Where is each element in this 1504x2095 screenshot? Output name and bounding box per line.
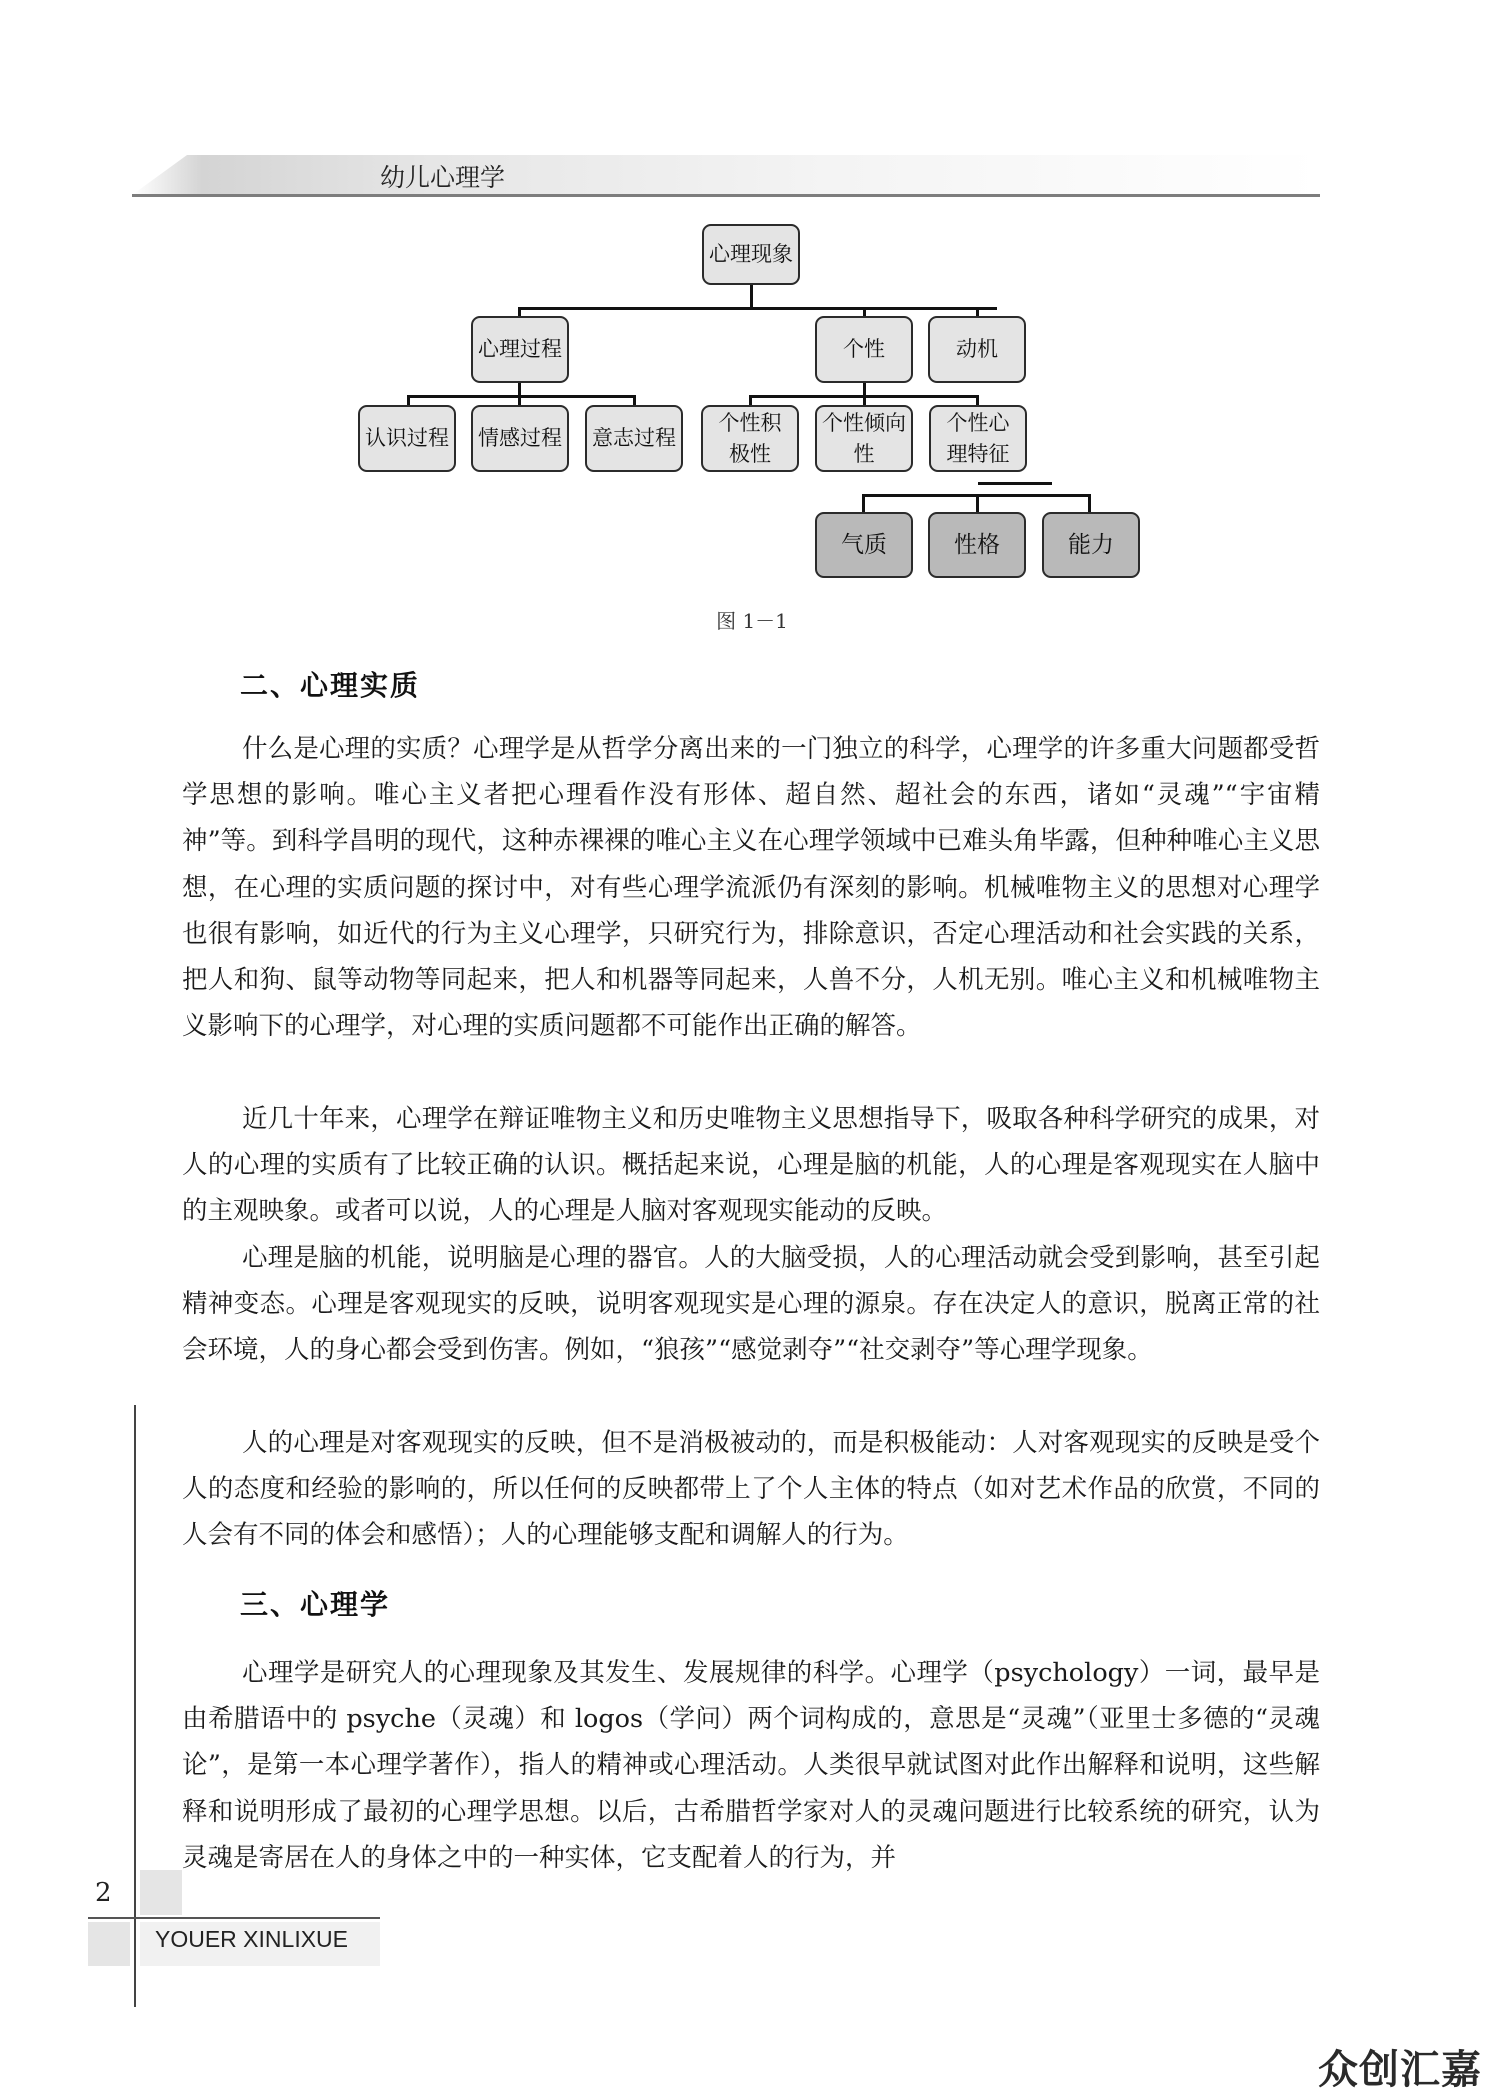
node-personality-tendency: 个性倾向 性 xyxy=(815,405,913,472)
running-header-title: 幼儿心理学 xyxy=(380,163,506,192)
footer-rule xyxy=(88,1917,380,1919)
paragraph: 人的心理是对客观现实的反映，但不是消极被动的，而是积极能动：人对客观现实的反映是受个人的态度和经验的影响的，所以任何的反映都带上了个人主体的特点（如对艺术作品的欣赏，不同的人会有不同的体会和感悟）；人的心理能够支配和调解人的行为。 xyxy=(182,1428,1320,1551)
connector xyxy=(518,382,521,396)
node-cognitive-process: 认识过程 xyxy=(358,405,456,472)
connector xyxy=(407,395,636,398)
node-temperament: 气质 xyxy=(815,512,913,578)
node-personality-initiative: 个性积 极性 xyxy=(701,405,799,472)
page-number: 2 xyxy=(95,1878,112,1908)
node-emotional-process: 情感过程 xyxy=(471,405,569,472)
paragraph: 什么是心理的实质？心理学是从哲学分离出来的一门独立的科学，心理学的许多重大问题都受哲学思想的影响。唯心主义者把心理看作没有形体、超自然、超社会的东西，诸如“灵魂”“宇宙精神”等。到科学昌明的现代，这种赤裸裸的唯心主义在心理学领域中已难头角毕露，但种种唯心主义思想，在心理的实质问题的探讨中，对有些心理学流派仍有深刻的影响。机械唯物主义的思想对心理学也很有影响，如近代的行为主义心理学，只研究行为，排除意识，否定心理活动和社会实践的关系，把人和狗、鼠等动物等同起来，把人和机器等同起来，人兽不分，人机无别。唯心主义和机械唯物主义影响下的心理学，对心理的实质问题都不可能作出正确的解答。 xyxy=(182,734,1320,1042)
node-volitional-process: 意志过程 xyxy=(585,405,683,472)
connector xyxy=(976,494,979,512)
node-motivation: 动机 xyxy=(928,316,1026,383)
connector xyxy=(1088,494,1091,512)
psychology-phenomena-diagram xyxy=(352,212,1152,592)
section-heading: 三、心理学 xyxy=(240,1588,391,1621)
connector xyxy=(750,284,753,308)
node-character: 性格 xyxy=(928,512,1026,578)
node-mental-process: 心理过程 xyxy=(471,316,569,383)
node-personality-traits: 个性心 理特征 xyxy=(929,405,1027,472)
footer-running-title: YOUER XINLIXUE xyxy=(155,1926,348,1952)
header-rule xyxy=(132,194,1320,197)
connector xyxy=(518,307,997,310)
figure-caption: 图 1－1 xyxy=(716,609,788,633)
paragraph: 心理学是研究人的心理现象及其发生、发展规律的科学。心理学（psychology）一词，最早是由希腊语中的 psyche（灵魂）和 logos（学问）两个词构成的，意思是“灵魂”（亚里士多德的“灵魂论”，是第一本心理学著作），指人的精神或心理活动。人类很早就试图对此作出解释和说明，这些解释和说明形成了最初的心理学思想。以后，古希腊哲学家对人的灵魂问题进行比较系统的研究，认为灵魂是寄居在人的身体之中的一种实体，它支配着人的行为，并 xyxy=(182,1658,1320,1873)
paragraph: 近几十年来，心理学在辩证唯物主义和历史唯物主义思想指导下，吸取各种科学研究的成果，对人的心理的实质有了比较正确的认识。概括起来说，心理是脑的机能，人的心理是客观现实在人脑中的主观映象。或者可以说，人的心理是人脑对客观现实能动的反映。 xyxy=(182,1104,1320,1227)
connector xyxy=(863,382,866,396)
footer-shade xyxy=(140,1870,182,1915)
node-personality: 个性 xyxy=(815,316,913,383)
header-band xyxy=(132,155,1320,195)
node-ability: 能力 xyxy=(1042,512,1140,578)
node-mental-phenomena: 心理现象 xyxy=(702,224,800,285)
connector xyxy=(978,482,1052,485)
paragraph: 心理是脑的机能，说明脑是心理的器官。人的大脑受损，人的心理活动就会受到影响，甚至引起精神变态。心理是客观现实的反映，说明客观现实是心理的源泉。存在决定人的意识，脱离正常的社会环境，人的身心都会受到伤害。例如，“狼孩”“感觉剥夺”“社交剥夺”等心理学现象。 xyxy=(182,1243,1320,1366)
watermark-logo: 众创汇嘉 xyxy=(1318,2047,1482,2093)
footer-shade xyxy=(88,1922,130,1966)
section-heading: 二、心理实质 xyxy=(240,669,421,702)
connector xyxy=(862,494,865,512)
